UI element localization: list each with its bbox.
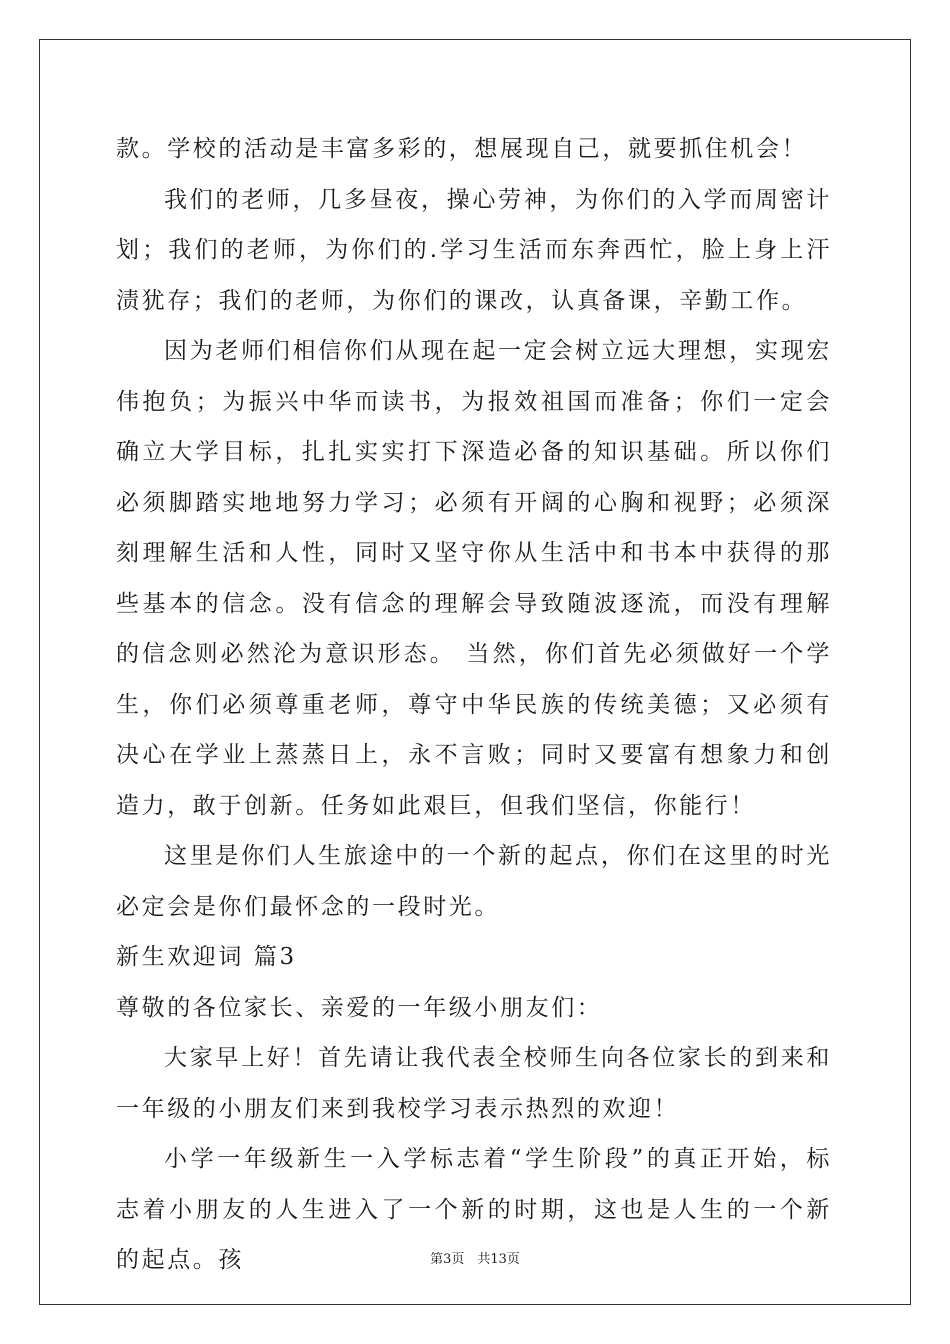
page-number-footer: 第3页 共13页 — [430, 1252, 520, 1267]
paragraph: 因为老师们相信你们从现在起一定会树立远大理想，实现宏伟抱负；为振兴中华而读书，为报效祖国而准备；你们一定会确立大学目标，扎扎实实打下深造必备的知识基础。所以你们必须脚踏实地地努力学习；必须有开阔的心胸和视野；必须深刻理解生活和人性，同时又坚守你从生活中和书本中获得的那些基本的信念。没有信念的理解会导致随波逐流，而没有理解的信念则必然沦为意识形态。 当然，你们首先必须做好一个学生，你们必须尊重老师，尊守中华民族的传统美德；又必须有决心在学业上蒸蒸日上，永不言败；同时又要富有想象力和创造力，敢于创新。任务如此艰巨，但我们坚信，你能行！ — [116, 338, 832, 819]
paragraph: 小学一年级新生一入学标志着“学生阶段”的真正开始，标志着小朋友的人生进入了一个新的时期，这也是人生的一个新的起点。孩 — [116, 1146, 832, 1273]
paragraph: 这里是你们人生旅途中的一个新的起点，你们在这里的时光必定会是你们最怀念的一段时光。 — [116, 843, 832, 920]
paragraph: 大家早上好！首先请让我代表全校师生向各位家长的到来和一年级的小朋友们来到我校学习表示热烈的欢迎！ — [116, 1045, 832, 1122]
document-body — [116, 124, 832, 1286]
paragraph: 款。学校的活动是丰富多彩的，想展现自己，就要抓住机会！ — [116, 136, 808, 162]
paragraph: 我们的老师，几多昼夜，操心劳神，为你们的入学而周密计划；我们的老师，为你们的.学习生活而东奔西忙，脸上身上汗渍犹存；我们的老师，为你们的课改，认真备课，辛勤工作。 — [116, 186, 832, 314]
salutation: 尊敬的各位家长、亲爱的一年级小朋友们： — [116, 994, 603, 1021]
section-title: 新生欢迎词 篇3 — [116, 944, 297, 970]
